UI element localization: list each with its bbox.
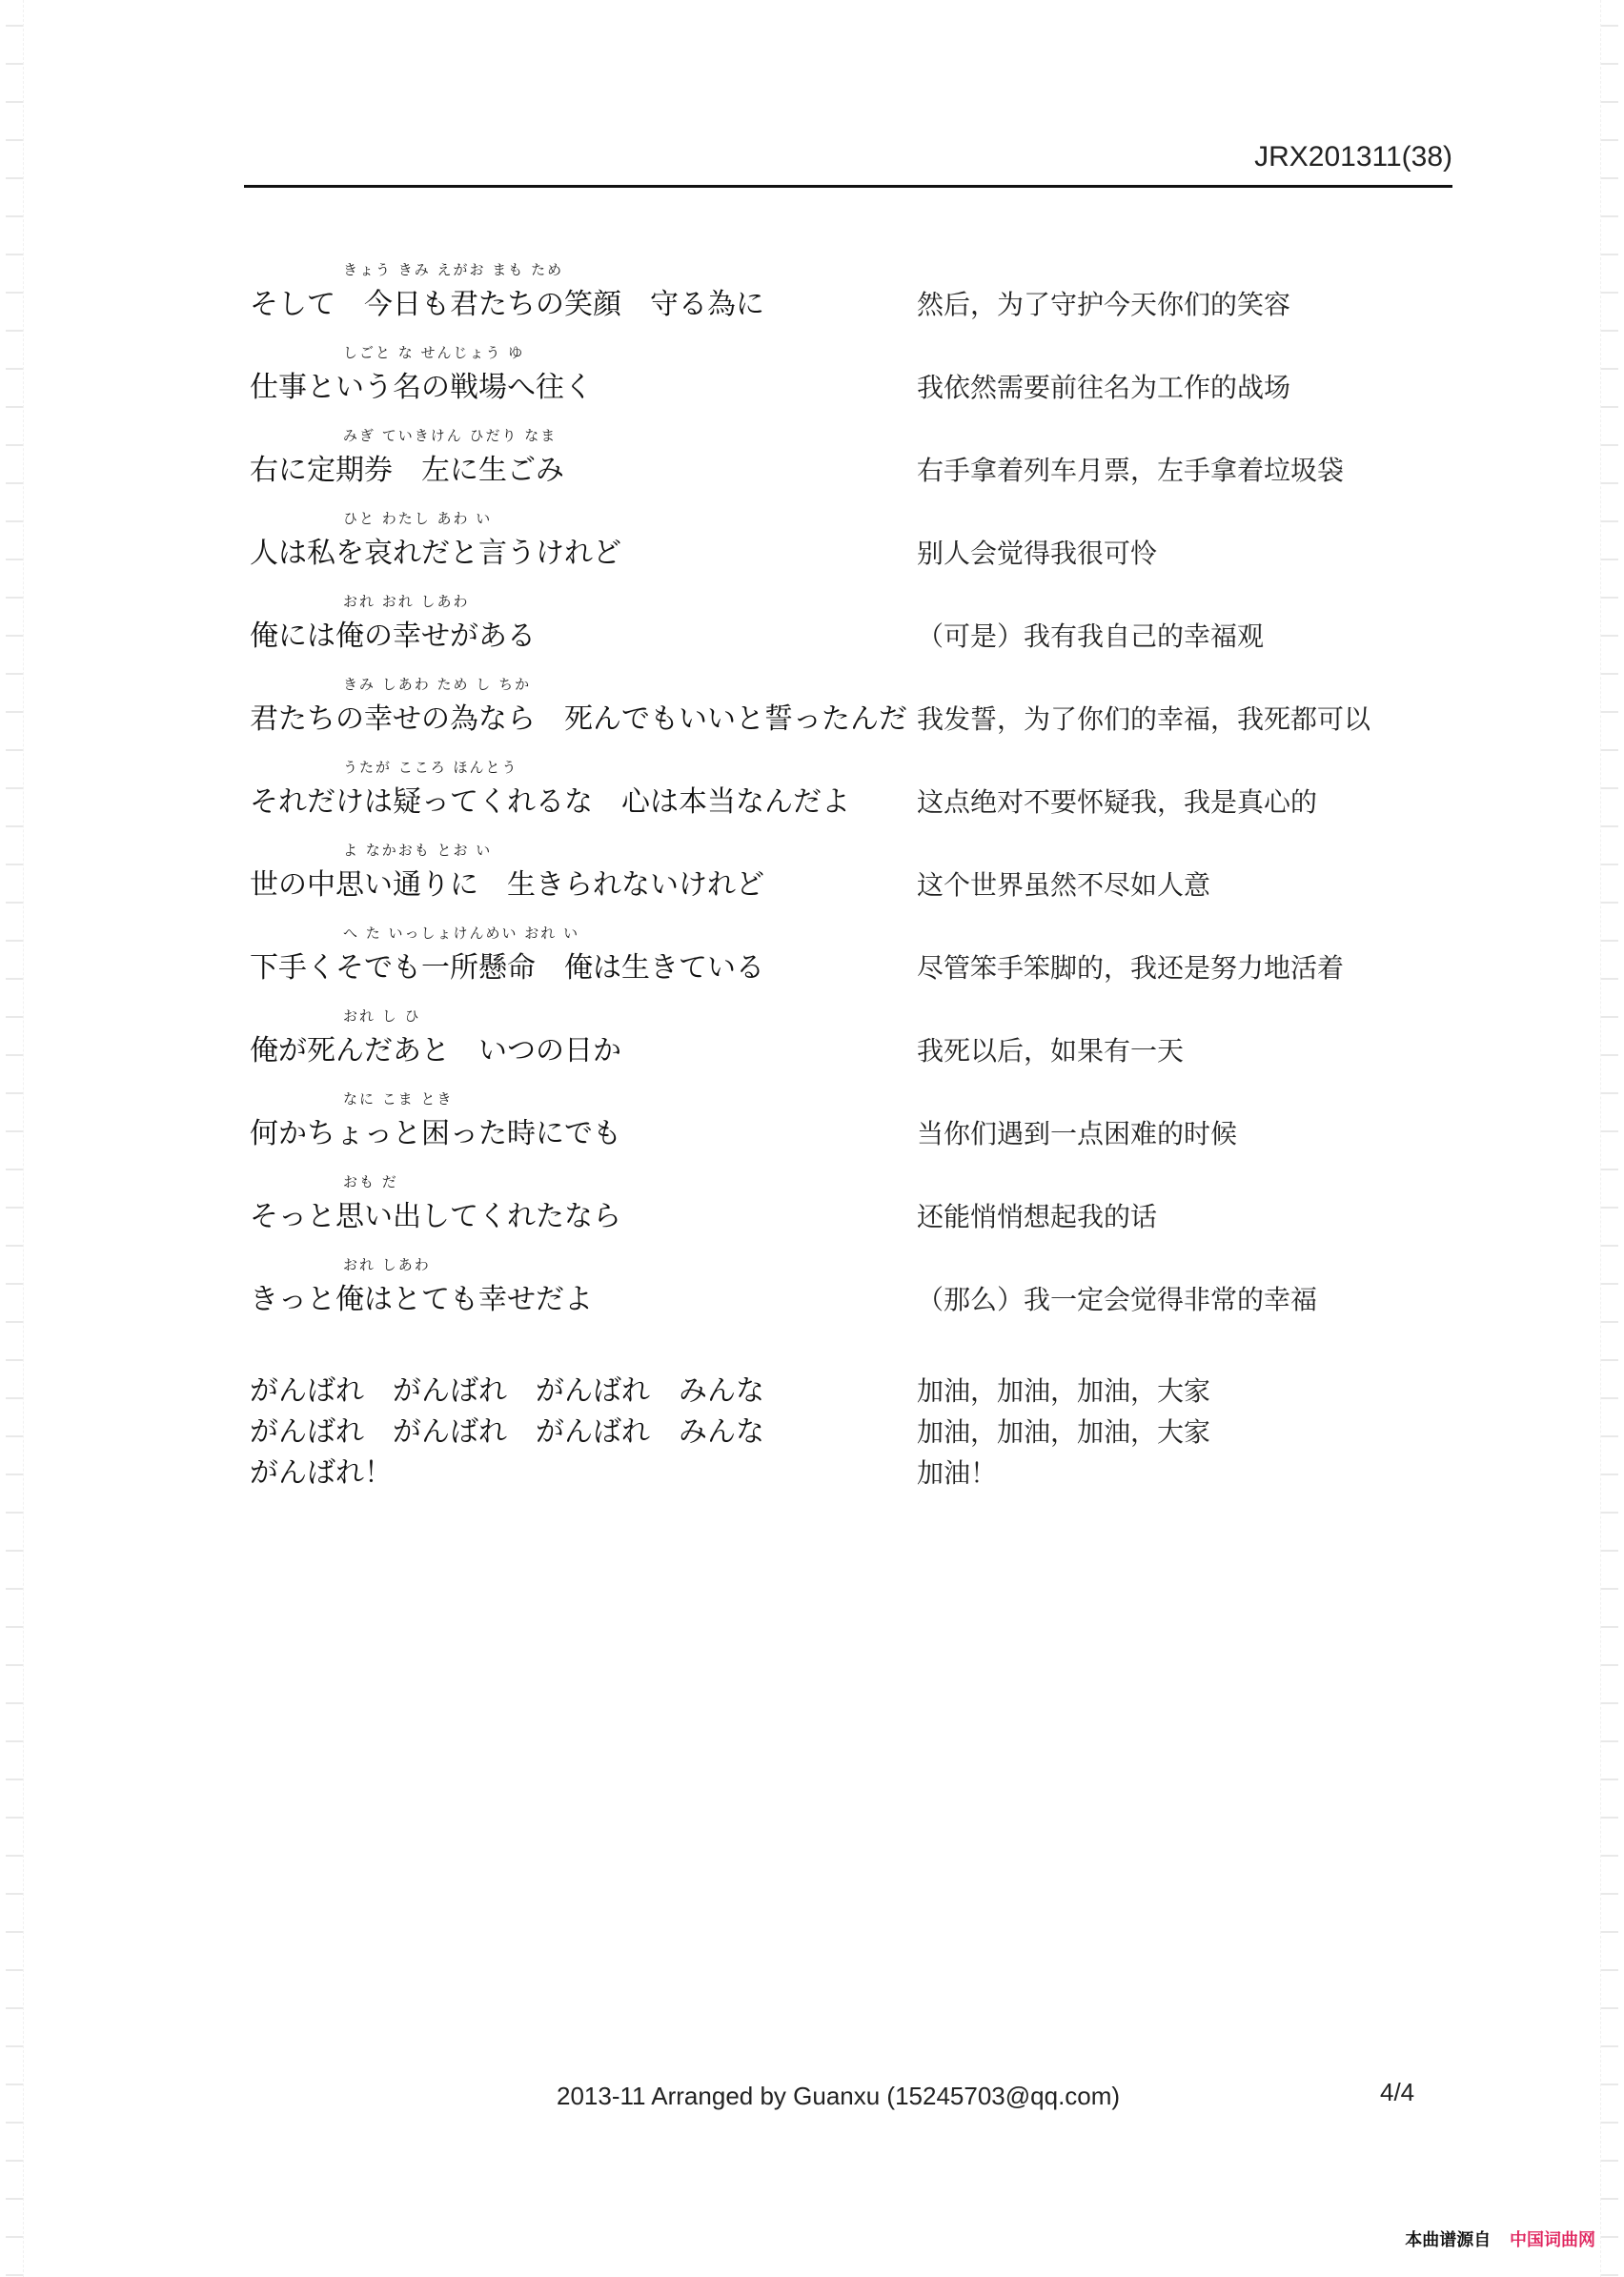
lyric-row xyxy=(0,261,1624,343)
chorus-chinese: 加油，加油，加油，大家 xyxy=(917,1375,1211,1407)
japanese-lyric: そっと思い出してくれたなら xyxy=(250,1200,621,1233)
page-number: 4/4 xyxy=(1380,2078,1415,2106)
furigana: おれ しあわ xyxy=(343,1256,431,1273)
furigana: よ なかおも とお い xyxy=(343,842,493,859)
chinese-translation: 我发誓，为了你们的幸福，我死都可以 xyxy=(917,703,1371,735)
japanese-lyric: 仕事という名の戦場へ往く xyxy=(250,371,593,404)
furigana: へ た いっしょけんめい おれ い xyxy=(343,925,580,942)
furigana: うたが こころ ほんとう xyxy=(343,759,518,776)
lyric-row xyxy=(0,427,1624,509)
lyric-row xyxy=(0,842,1624,924)
lyric-row xyxy=(0,925,1624,1006)
furigana: きみ しあわ ため し ちか xyxy=(343,676,532,693)
lyric-row xyxy=(0,344,1624,426)
chinese-translation: 这个世界虽然不尽如人意 xyxy=(917,869,1211,901)
chorus-chinese: 加油，加油，加油，大家 xyxy=(917,1416,1211,1448)
chinese-translation: 还能悄悄想起我的话 xyxy=(917,1201,1158,1232)
japanese-lyric: きっと俺はとても幸せだよ xyxy=(250,1283,593,1316)
lyric-row xyxy=(0,759,1624,841)
chinese-translation: 我死以后，如果有一天 xyxy=(917,1035,1185,1067)
japanese-lyric: 下手くそでも一所懸命 俺は生きている xyxy=(250,951,764,985)
chinese-translation: 我依然需要前往名为工作的战场 xyxy=(917,372,1291,403)
chinese-translation: 尽管笨手笨脚的，我还是努力地活着 xyxy=(917,952,1345,984)
chinese-translation: 然后，为了守护今天你们的笑容 xyxy=(917,289,1291,320)
lyric-row xyxy=(0,1090,1624,1172)
chorus-japanese: がんばれ！ xyxy=(250,1456,393,1490)
lyric-row xyxy=(0,1007,1624,1089)
chinese-translation: 这点绝对不要怀疑我，我是真心的 xyxy=(917,786,1318,818)
source-label: 本曲谱源自 xyxy=(1405,2230,1492,2250)
japanese-lyric: そして 今日も君たちの笑顔 守る為に xyxy=(250,288,764,321)
header-divider xyxy=(244,185,1452,188)
footer-credit: 2013-11 Arranged by Guanxu (15245703@qq.com) xyxy=(557,2082,1121,2110)
source-site-link[interactable]: 中国词曲网 xyxy=(1510,2230,1595,2250)
furigana: おれ おれ しあわ xyxy=(343,593,470,610)
furigana: なに こま とき xyxy=(343,1090,454,1108)
lyric-row xyxy=(0,1256,1624,1338)
chorus-japanese: がんばれ がんばれ がんばれ みんな xyxy=(250,1415,764,1449)
chorus-chinese: 加油！ xyxy=(917,1457,998,1489)
chinese-translation: 右手拿着列车月票，左手拿着垃圾袋 xyxy=(917,455,1345,486)
chinese-translation: （那么）我一定会觉得非常的幸福 xyxy=(917,1284,1318,1315)
japanese-lyric: 人は私を哀れだと言うけれど xyxy=(250,537,621,570)
furigana: ひと わたし あわ い xyxy=(343,510,493,527)
lyric-row xyxy=(0,510,1624,592)
japanese-lyric: 俺には俺の幸せがある xyxy=(250,620,536,653)
japanese-lyric: 何かちょっと困った時にでも xyxy=(250,1117,621,1150)
japanese-lyric: 俺が死んだあと いつの日か xyxy=(250,1034,621,1067)
chorus-japanese: がんばれ がんばれ がんばれ みんな xyxy=(250,1374,764,1408)
furigana: しごと な せんじょう ゆ xyxy=(343,344,525,361)
document-code: JRX201311(38) xyxy=(1254,141,1452,173)
lyric-row xyxy=(0,676,1624,758)
lyric-row xyxy=(0,1173,1624,1255)
source-note xyxy=(1405,2226,1595,2251)
japanese-lyric: 世の中思い通りに 生きられないけれど xyxy=(250,868,764,902)
furigana: みぎ ていきけん ひだり なま xyxy=(343,427,558,444)
chinese-translation: （可是）我有我自己的幸福观 xyxy=(917,620,1265,652)
chorus-row xyxy=(0,1371,1624,1413)
chinese-translation: 当你们遇到一点困难的时候 xyxy=(917,1118,1238,1149)
lyric-row xyxy=(0,593,1624,675)
furigana: おれ し ひ xyxy=(343,1007,421,1025)
japanese-lyric: 右に定期券 左に生ごみ xyxy=(250,454,564,487)
chorus-row xyxy=(0,1453,1624,1494)
japanese-lyric: 君たちの幸せの為なら 死んでもいいと誓ったんだ xyxy=(250,702,907,736)
chinese-translation: 别人会觉得我很可怜 xyxy=(917,538,1158,569)
furigana: おも だ xyxy=(343,1173,398,1190)
japanese-lyric: それだけは疑ってくれるな 心は本当なんだよ xyxy=(250,785,850,819)
furigana: きょう きみ えがお まも ため xyxy=(343,261,564,278)
chorus-row xyxy=(0,1412,1624,1454)
